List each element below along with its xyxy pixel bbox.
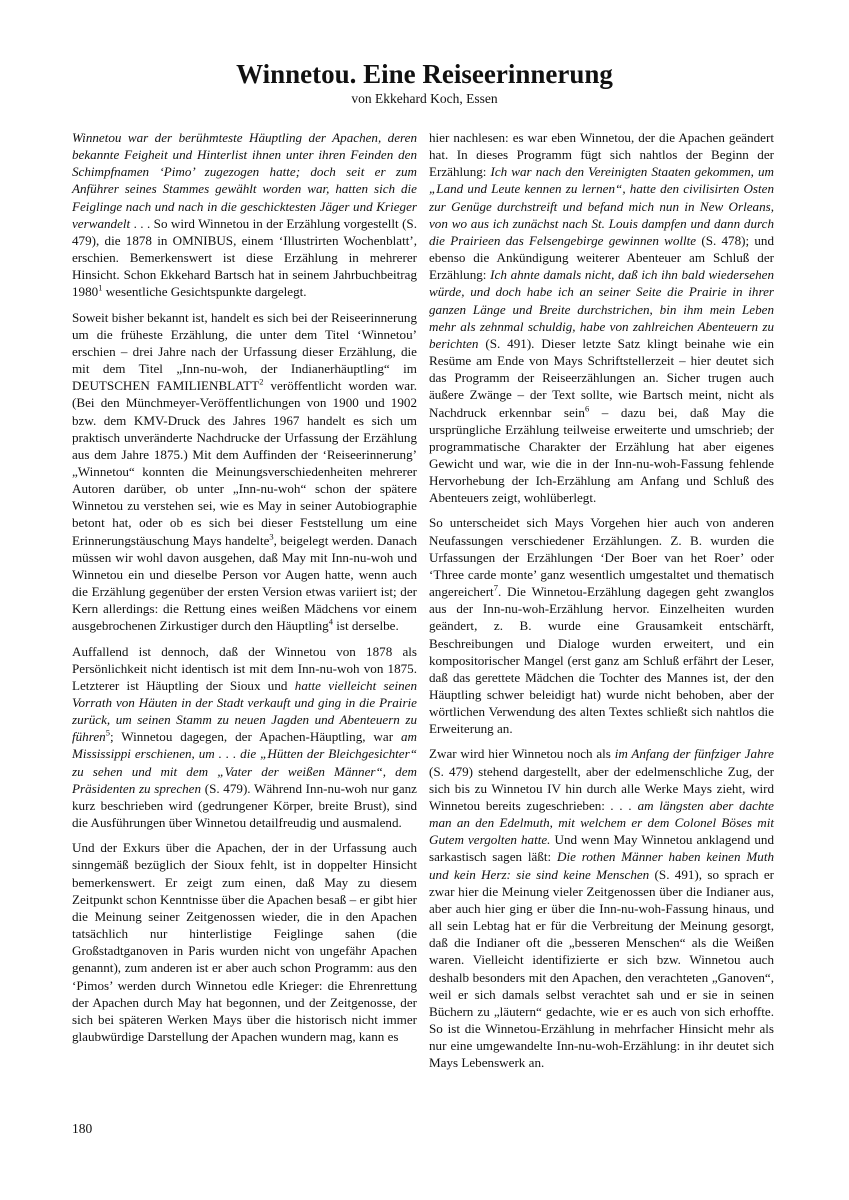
footnote-ref: 4 — [328, 617, 333, 628]
text-run: veröffentlicht worden war. (Bei den Münchmeyer-Veröffentlichungen von 1900 und 1902 bzw. dem KMV-Druck des Jahres 1967 handelt es sich um praktisch unveränderte Nachdrucke der Urfassung der Erzählung aus dem Jahre 1875.) Mit dem Auffinden der ‘Reiseerinnerung’ „Winnetou“ konnten die Meinungsverschiedenheiten mehrerer Autoren darüber, ob unter „Inn-nu-woh“ schon der spätere Winnetou zu verstehen sei, wie es May in seiner Autobiographie betont hat, oder ob es sich bei dieser Feststellung um eine Erinnerungstäuschung Mays handelte — [72, 378, 417, 548]
italic-text: hatte vielleicht seinen Vorrath von Häuten in der Stadt verkauft und ging in die Prairie zurück, um seinen Stamm zu neuen Jagden und Abenteuern zu führen — [72, 677, 417, 745]
footnote-ref: 2 — [259, 376, 264, 387]
footnote-ref: 6 — [584, 403, 590, 414]
footnote-ref: 5 — [105, 727, 110, 738]
text-run: Und wenn May Winnetou anklagend und sarkastisch sagen läßt: — [429, 832, 774, 865]
text-run: – dazu bei, daß May die ursprüngliche Erzählung teilweise erweiterte und umschrieb; der programmatische Charakter der Erzählung hat aber eigenes Gewicht und war, wie die in der Inn-nu-woh-Fassung fehlende Hervorhebung der Ich-Erzählung am Anfang und Schluß des Abenteuers zeigt, wohlüberlegt. — [429, 404, 774, 506]
italic-text: im Anfang der fünfziger Jahre — [614, 746, 774, 762]
article-title: Winnetou. Eine Reiseerinnerung — [236, 59, 613, 89]
article-byline: von Ekkehard Koch, Essen — [351, 91, 498, 106]
text-run: So unterscheidet sich Mays Vorgehen hier auch von anderen Neufassungen verschiedener Erzählungen. Z. B. wurden die Urfassungen der Erzählungen ‘Der Boer van het Roer’ oder ‘Three carde monte’ ganz wesentlich umgestaltet und thematisch angereichert — [429, 515, 774, 600]
text-run: . Die Winnetou-Erzählung dagegen geht zwanglos aus der Inn-nu-woh-Erzählung hervor. Einzelheiten wurden geändert, z. B. wurde eine Grausamkeit entschärft, Beschreibungen und Dialoge wurden erweitert, und ein kompositorischer Mangel (erst ganz am Schluß erfährt der Leser, daß das gerettete Mädchen die Tochter des Mannes ist, der den Häuptling schwer beleidigt hat) wurde nicht behoben, aber der wörtlichen Verwendung des alten Textes schließt sich nahtlos die Erweiterung an. — [429, 584, 774, 737]
page-number: 180 — [72, 1121, 93, 1136]
paragraph — [72, 643, 417, 832]
text-run: Auffallend ist dennoch, daß der Winnetou von 1878 als Persönlichkeit nicht identisch ist mit dem Inn-nu-woh von 1875. Letzterer ist Häuptling der Sioux und — [72, 643, 417, 693]
italic-text: . . . am längsten aber dachte man an den Edelmuth, mit welchem er dem Colonel Böses mit Gutem vergolten hatte. — [429, 797, 774, 848]
italic-text: Ich war nach den Vereinigten Staaten gekommen, um „Land und Leute kennen zu lernen“, hatte den civilisirten Osten zur Genüge durchstreift und befand mich nun in New Orleans, von wo aus ich zunächst nach St. Louis dampfen und dann durch die Prairieen das Felsengebirge gewinnen wollte — [429, 164, 774, 248]
text-run: ; Winnetou dagegen, der Apachen-Häuptling, war — [109, 729, 401, 745]
italic-text: Winnetou war der berühmteste Häuptling der Apachen, deren bekannte Feigheit und Hinterlist ihnen unter ihren Feinden den Schimpfnamen ‘Pimo’ zugezogen hatte; doch seit er zum Anführer seines Stammes gewählt worden war, hatten sich die Feiglinge nach und nach in die geschicktesten Jäger und Krieger verwandelt — [72, 130, 417, 231]
italic-text: Ich ahnte damals nicht, daß ich ihn bald wiedersehen würde, und doch habe ich an seiner Seite die Prairie in ihrer ganzen Länge und Breite durchstrichen, bin ihm mein Leben mehr als zehnmal schuldig, habe von zahlreichen Abenteuern zu berichten — [429, 267, 774, 351]
text-run: (S. 491). Dieser letzte Satz klingt beinahe wie ein Resüme am Ende von Mays Schriftstellerzeit – hier deutet sich das Programm der Reiseerzählungen an. Sicher trugen auch äußere Zwänge – der Text sollte, wie Bartsch meint, nicht als Nachdruck erkennbar sein — [429, 335, 774, 420]
italic-text: Die rothen Männer haben keinen Muth und kein Herz: sie sind keine Menschen — [429, 849, 775, 882]
footnote-ref: 1 — [98, 283, 103, 294]
footnote-ref: 7 — [493, 582, 498, 593]
paragraph — [429, 129, 774, 506]
text-run: (S. 478); und ebenso die Ankündigung weiterer Abenteuer am Schluß der Erzählung: — [429, 232, 775, 283]
text-run: . . . So wird Winnetou in der Erzählung vorgestellt (S. 479), die 1878 in OMNIBUS, einem ‘Illustrirten Wochenblatt’, erschien. Bemerkenswert ist diese Erzählung in mehrerer Hinsicht. Schon Ekkehard Bartsch hat in seinem Jahrbuchbeitrag 1980 — [72, 215, 417, 300]
paragraph — [429, 745, 774, 1071]
text-run: hier nachlesen: es war eben Winnetou, der die Apachen geändert hat. In dieses Programm fügt sich nahtlos der Beginn der Erzählung: — [429, 130, 774, 180]
text-column-right — [429, 129, 774, 1079]
text-run: Und der Exkurs über die Apachen, der in der Urfassung auch sinngemäß bezüglich der Sioux fehlt, ist in doppelter Hinsicht bemerkenswert. Er zeigt zum einen, daß May zu diesem Zeitpunkt schon Kenntnisse über die Apachen besaß – er gibt hier die Meinung seiner Zeitgenossen wieder, die in den Apachen tatsächlich nur hinterlistige Feiglinge sahen (die Großstadtganoven in Paris wurden nicht von ungefähr Apachen genannt), zum anderen ist er aber auch schon Programm: aus den ‘Pimos’ werden durch Winnetou edle Krieger: die Ehrenrettung der Apachen durch May hat begonnen, und der Zeitgenosse, der sich bei späteren Werken Mays über die historisch nicht immer glaubwürdige Darstellung der Apachen wundern mag, kann es — [72, 840, 417, 1044]
text-run: (S. 479) stehend dargestellt, aber der edelmenschliche Zug, der sich bis zu Winnetou IV hin durch alle Werke Mays zieht, wird Winnetou bereits zugeschrieben: — [429, 763, 774, 813]
paragraph — [72, 129, 417, 301]
text-column-left — [72, 129, 417, 1053]
text-run: (S. 479). Während Inn-nu-woh nur ganz kurz beschrieben wird (gedrungener Körper, breite Brust), sind die Ausführungen über Winnetou detailfreudig und ausmalend. — [72, 780, 417, 831]
paragraph — [429, 514, 774, 737]
text-run: wesentliche Gesichtspunkte dargelegt. — [102, 284, 307, 300]
text-run: , beigelegt werden. Danach müssen wir wohl davon ausgehen, daß May mit Inn-nu-woh und Winnetou ein und dieselbe Person vor Augen hatte, wenn auch die Erzählung gegenüber der ersten Version etwas variiert ist; der Kern allerdings: die Rettung eines weißen Mädchens vor einem ausgebrochenen Zirkustiger durch den Häuptling — [72, 532, 417, 634]
text-run: (S. 491), so sprach er zwar hier die Meinung vieler Zeitgenossen über die Indianer aus, aber auch hier ging er über die Inn-nu-woh-Fassung hinaus, und all sein Lebtag hat er für die Verbreitung der Meinung gesorgt, daß die Indianer oft die „besseren Menschen“ als die Weißen waren. Vielleicht identifizierte er sich bzw. Winnetou auch deshalb besonders mit den Apachen, den verachteten „Ganoven“, weil er sich damals selbst verachtet sah und er sie in seinen Büchern zu „läutern“ gedachte, wie er es auch von sich erhoffte. So ist die Winnetou-Erzählung in mehrfacher Hinsicht mehr als nur eine umgewandelte Inn-nu-woh-Erzählung: in ihr deutet sich Mays Lebenswerk an. — [429, 866, 774, 1071]
text-run: ist derselbe. — [332, 618, 399, 634]
paragraph — [72, 839, 417, 1045]
text-run: Soweit bisher bekannt ist, handelt es sich bei der Reiseerinnerung um die früheste Erzählung, die unter dem Titel ‘Winnetou’ erschien – drei Jahre nach der Urfassung dieser Erzählung, die mit dem Titel „Inn-nu-woh, der Indianerhäuptling“ im DEUTSCHEN FAMILIENBLATT — [72, 309, 417, 394]
footnote-ref: 3 — [269, 531, 274, 542]
italic-text: am Mississippi erschienen, um . . . die „Hütten der Bleichgesichter“ zu sehen und mit dem „Vater der weißen Männer“, dem Präsidenten zu sprechen — [72, 729, 417, 796]
text-run: Zwar wird hier Winnetou noch als — [429, 746, 615, 762]
paragraph — [72, 309, 417, 635]
